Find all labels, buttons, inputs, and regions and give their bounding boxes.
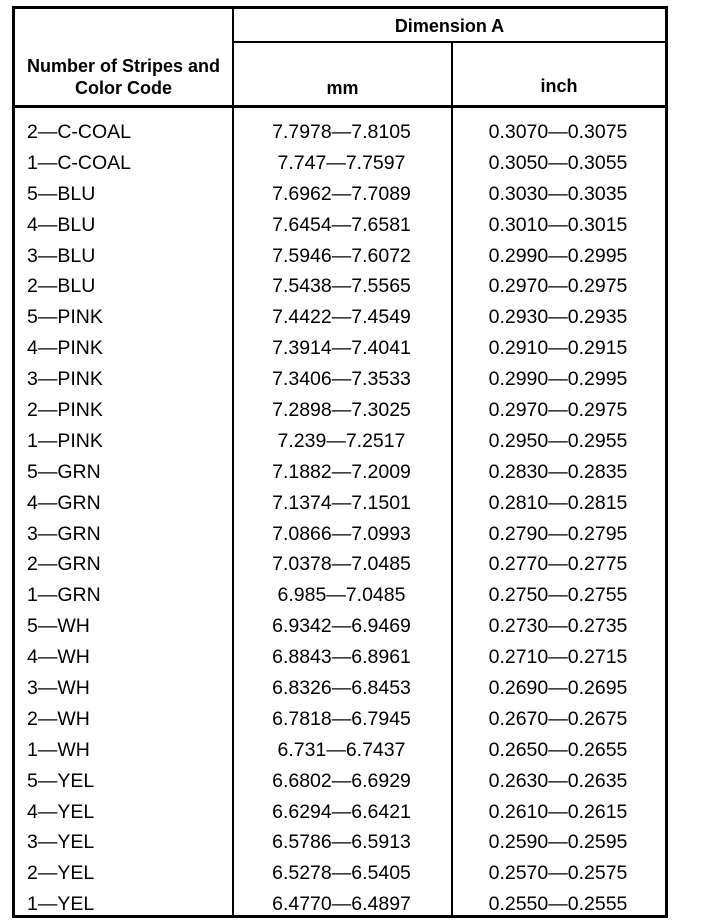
- table-row: [15, 302, 665, 333]
- color-code-cell: 1—YEL: [27, 893, 95, 916]
- mm-range-cell: 7.3914—7.4041: [272, 337, 411, 360]
- color-code-cell: 4—YEL: [27, 800, 95, 823]
- color-code-cell: 3—BLU: [27, 244, 96, 267]
- inch-range-cell: 0.3030—0.3035: [488, 182, 628, 205]
- inch-range-cell: 0.2570—0.2575: [488, 862, 628, 885]
- inch-range-cell: 0.2650—0.2655: [488, 738, 628, 761]
- table-row: [15, 611, 665, 642]
- color-code-cell: 4—PINK: [27, 337, 103, 360]
- mm-range-cell: 6.8326—6.8453: [272, 676, 411, 699]
- inch-range-cell: 0.2770—0.2775: [488, 553, 628, 576]
- inch-range-cell: 0.2950—0.2955: [488, 429, 628, 452]
- table-row: [15, 148, 665, 179]
- table-row: [15, 117, 665, 148]
- inch-header: inch: [540, 76, 578, 96]
- inch-range-cell: 0.2910—0.2915: [488, 337, 628, 360]
- color-code-cell: 5—BLU: [27, 182, 96, 205]
- color-code-cell: 4—BLU: [27, 213, 96, 236]
- inch-range-cell: 0.2590—0.2595: [488, 831, 628, 854]
- mm-range-cell: 6.7818—6.7945: [272, 707, 411, 730]
- inch-range-cell: 0.2670—0.2675: [488, 707, 628, 730]
- mm-header: mm: [326, 78, 359, 98]
- mm-range-cell: 7.2898—7.3025: [272, 398, 411, 421]
- table-body: [15, 117, 665, 920]
- inch-range-cell: 0.3070—0.3075: [488, 120, 628, 143]
- table-row: [15, 333, 665, 364]
- color-code-cell: 3—YEL: [27, 831, 95, 854]
- color-code-cell: 2—BLU: [27, 275, 96, 298]
- mm-range-cell: 6.985—7.0485: [277, 584, 406, 607]
- inch-range-cell: 0.2970—0.2975: [488, 398, 628, 421]
- table-row: [15, 766, 665, 797]
- table-row: [15, 704, 665, 735]
- color-code-cell: 5—YEL: [27, 769, 95, 792]
- mm-range-cell: 6.9342—6.9469: [272, 615, 411, 638]
- mm-range-cell: 7.6962—7.7089: [272, 182, 411, 205]
- inch-range-cell: 0.2990—0.2995: [488, 368, 628, 391]
- table-row: [15, 457, 665, 488]
- table-row: [15, 673, 665, 704]
- table-row: [15, 179, 665, 210]
- table-row: [15, 889, 665, 920]
- table-row: [15, 519, 665, 550]
- inch-range-cell: 0.2610—0.2615: [488, 800, 628, 823]
- table-row: [15, 426, 665, 457]
- mm-range-cell: 6.8843—6.8961: [272, 646, 411, 669]
- mm-range-cell: 7.239—7.2517: [277, 429, 406, 452]
- inch-range-cell: 0.2790—0.2795: [488, 522, 628, 545]
- mm-range-cell: 7.3406—7.3533: [272, 368, 411, 391]
- color-code-cell: 4—GRN: [27, 491, 101, 514]
- mm-range-cell: 6.4770—6.4897: [272, 893, 411, 916]
- inch-range-cell: 0.2730—0.2735: [488, 615, 628, 638]
- dimension-a-header: Dimension A: [394, 16, 505, 36]
- color-code-cell: 3—WH: [27, 676, 90, 699]
- inch-range-cell: 0.2630—0.2635: [488, 769, 628, 792]
- mm-range-cell: 7.6454—7.6581: [272, 213, 411, 236]
- mm-range-cell: 7.747—7.7597: [277, 151, 406, 174]
- mm-range-cell: 7.4422—7.4549: [272, 306, 411, 329]
- table-row: [15, 858, 665, 889]
- table-row: [15, 271, 665, 302]
- mm-range-cell: 7.1882—7.2009: [272, 460, 411, 483]
- table-row: [15, 395, 665, 426]
- inch-range-cell: 0.2810—0.2815: [488, 491, 628, 514]
- mm-range-cell: 6.731—6.7437: [277, 738, 406, 761]
- table-row: [15, 642, 665, 673]
- color-code-cell: 4—WH: [27, 646, 90, 669]
- color-code-cell: 2—C-COAL: [27, 120, 132, 143]
- color-code-cell: 5—GRN: [27, 460, 101, 483]
- inch-range-cell: 0.2830—0.2835: [488, 460, 628, 483]
- table-row: [15, 210, 665, 241]
- mm-range-cell: 6.5278—6.5405: [272, 862, 411, 885]
- table-row: [15, 827, 665, 858]
- mm-range-cell: 6.6294—6.6421: [272, 800, 411, 823]
- mm-range-cell: 7.5438—7.5565: [272, 275, 411, 298]
- color-code-cell: 3—PINK: [27, 368, 103, 391]
- table-row: [15, 241, 665, 272]
- inch-range-cell: 0.2970—0.2975: [488, 275, 628, 298]
- inch-range-cell: 0.2990—0.2995: [488, 244, 628, 267]
- spec-table: [12, 6, 668, 918]
- color-code-cell: 5—WH: [27, 615, 90, 638]
- table-row: [15, 364, 665, 395]
- mm-range-cell: 7.5946—7.6072: [272, 244, 411, 267]
- header-bottom-rule: [15, 105, 665, 108]
- inch-range-cell: 0.3010—0.3015: [488, 213, 628, 236]
- mm-range-cell: 6.6802—6.6929: [272, 769, 411, 792]
- color-code-cell: 2—YEL: [27, 862, 95, 885]
- color-code-cell: 2—PINK: [27, 398, 103, 421]
- color-code-cell: 1—WH: [27, 738, 90, 761]
- mm-range-cell: 7.7978—7.8105: [272, 120, 411, 143]
- inch-range-cell: 0.3050—0.3055: [488, 151, 628, 174]
- table-row: [15, 580, 665, 611]
- color-code-cell: 2—WH: [27, 707, 90, 730]
- mm-range-cell: 7.0866—7.0993: [272, 522, 411, 545]
- color-code-cell: 1—PINK: [27, 429, 103, 452]
- color-code-cell: 2—GRN: [27, 553, 101, 576]
- color-code-cell: 1—GRN: [27, 584, 101, 607]
- inch-range-cell: 0.2710—0.2715: [488, 646, 628, 669]
- color-code-cell: 5—PINK: [27, 306, 103, 329]
- color-code-cell: 3—GRN: [27, 522, 101, 545]
- table-row: [15, 735, 665, 766]
- table-row: [15, 488, 665, 519]
- mm-range-cell: 7.1374—7.1501: [272, 491, 411, 514]
- table-row: [15, 549, 665, 580]
- inch-range-cell: 0.2930—0.2935: [488, 306, 628, 329]
- stripes-color-code-header: Number of Stripes and Color Code: [26, 56, 221, 98]
- inch-range-cell: 0.2550—0.2555: [488, 893, 628, 916]
- mm-range-cell: 6.5786—6.5913: [272, 831, 411, 854]
- group-header-underline: [232, 41, 665, 43]
- inch-range-cell: 0.2690—0.2695: [488, 676, 628, 699]
- mm-range-cell: 7.0378—7.0485: [272, 553, 411, 576]
- color-code-cell: 1—C-COAL: [27, 151, 132, 174]
- table-row: [15, 797, 665, 828]
- inch-range-cell: 0.2750—0.2755: [488, 584, 628, 607]
